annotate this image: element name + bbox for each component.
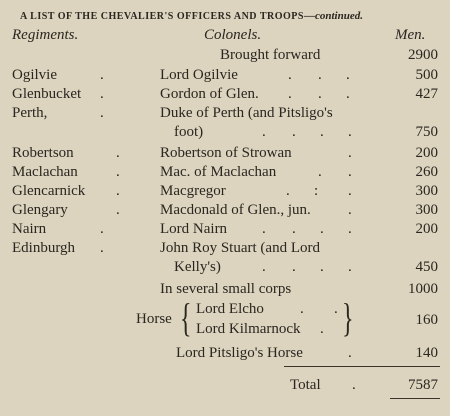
title-caps: A LIST OF THE CHEVALIER'S OFFICERS AND TROOPS <box>20 11 304 22</box>
regiment-name: Glenbucket <box>12 86 82 102</box>
horse-colonel: Lord Elcho <box>196 301 264 317</box>
colonel-name: Gordon of Glen. <box>160 86 259 102</box>
leader-dot: . <box>100 105 104 121</box>
horse-label: Horse <box>136 311 172 327</box>
header-regiments: Regiments. <box>12 27 79 43</box>
leader-dot: . <box>318 86 322 102</box>
leader-dot: . <box>320 221 324 237</box>
regiment-name: Glencarnick <box>12 183 86 199</box>
men-count: 450 <box>415 259 438 275</box>
leader-dot: . <box>288 86 292 102</box>
leader-dot: . <box>348 221 352 237</box>
small-corps-men: 1000 <box>408 281 438 297</box>
brought-forward-label: Brought forward <box>220 47 321 63</box>
leader-dot: . <box>116 183 120 199</box>
regiment-name: Edinburgh <box>12 240 76 256</box>
colonel-name: Robertson of Strowan <box>160 145 292 161</box>
men-count: 260 <box>415 164 438 180</box>
horse-men: 160 <box>415 312 438 328</box>
leader-dot: . <box>348 202 352 218</box>
colonel-name: Macgregor <box>160 183 226 199</box>
leader-dot: . <box>318 164 322 180</box>
left-brace: { <box>180 295 192 340</box>
leader-dot: . <box>100 221 104 237</box>
leader-dot: . <box>348 259 352 275</box>
page-title <box>20 7 363 26</box>
regiment-name: Robertson <box>12 145 74 161</box>
men-count: 200 <box>415 145 438 161</box>
leader-dot: : <box>314 183 319 199</box>
leader-dot: . <box>100 67 104 83</box>
right-brace: } <box>342 295 354 340</box>
leader-dot: . <box>352 377 356 393</box>
regiment-name: Perth, <box>12 105 48 121</box>
men-count: 500 <box>415 67 438 83</box>
colonel-name: Mac. of Maclachan <box>160 164 277 180</box>
regiment-name: Ogilvie <box>12 67 57 83</box>
leader-dot: . <box>300 301 304 317</box>
colonel-name-line2: foot) <box>174 124 204 140</box>
leader-dot: . <box>288 67 292 83</box>
leader-dot: . <box>320 124 324 140</box>
colonel-name: Lord Ogilvie <box>160 67 238 83</box>
total-label: Total <box>290 377 321 393</box>
leader-dot: . <box>320 321 324 337</box>
leader-dot: . <box>348 183 352 199</box>
title-suffix: —continued. <box>303 10 363 22</box>
leader-dot: . <box>262 221 266 237</box>
pitsligo-horse-men: 140 <box>415 345 438 361</box>
leader-dot: . <box>346 86 350 102</box>
total-underline <box>390 398 440 399</box>
leader-dot: . <box>348 164 352 180</box>
brought-forward-men: 2900 <box>408 47 438 63</box>
leader-dot: . <box>320 259 324 275</box>
colonel-name: Macdonald of Glen., jun. <box>160 202 311 218</box>
header-men: Men. <box>395 27 426 43</box>
leader-dot: . <box>116 164 120 180</box>
total-men: 7587 <box>408 377 438 393</box>
men-count: 300 <box>415 202 438 218</box>
leader-dot: . <box>292 221 296 237</box>
colonel-name-line2: Kelly's) <box>174 259 221 275</box>
colonel-name: Lord Nairn <box>160 221 228 237</box>
men-count: 300 <box>415 183 438 199</box>
men-count: 200 <box>415 221 438 237</box>
leader-dot: . <box>100 86 104 102</box>
leader-dot: . <box>286 183 290 199</box>
header-colonels: Colonels. <box>204 27 262 43</box>
leader-dot: . <box>334 301 338 317</box>
leader-dot: . <box>116 145 120 161</box>
horse-colonel: Lord Kilmarnock <box>196 321 301 337</box>
leader-dot: . <box>292 259 296 275</box>
leader-dot: . <box>262 259 266 275</box>
leader-dot: . <box>348 124 352 140</box>
leader-dot: . <box>100 240 104 256</box>
leader-dot: . <box>116 202 120 218</box>
colonel-name-line1: Duke of Perth (and Pitsligo's <box>160 105 333 121</box>
leader-dot: . <box>292 124 296 140</box>
regiment-name: Glengary <box>12 202 68 218</box>
men-count: 427 <box>415 86 438 102</box>
leader-dot: . <box>318 67 322 83</box>
small-corps-label: In several small corps <box>160 281 292 297</box>
leader-dot: . <box>262 124 266 140</box>
leader-dot: . <box>348 345 352 361</box>
men-count: 750 <box>415 124 438 140</box>
total-rule <box>390 366 440 367</box>
pitsligo-horse-label: Lord Pitsligo's Horse <box>176 345 303 361</box>
colonel-name-line1: John Roy Stuart (and Lord <box>160 240 320 256</box>
regiment-name: Maclachan <box>12 164 78 180</box>
leader-dot: . <box>346 67 350 83</box>
regiment-name: Nairn <box>12 221 47 237</box>
leader-dot: . <box>348 145 352 161</box>
